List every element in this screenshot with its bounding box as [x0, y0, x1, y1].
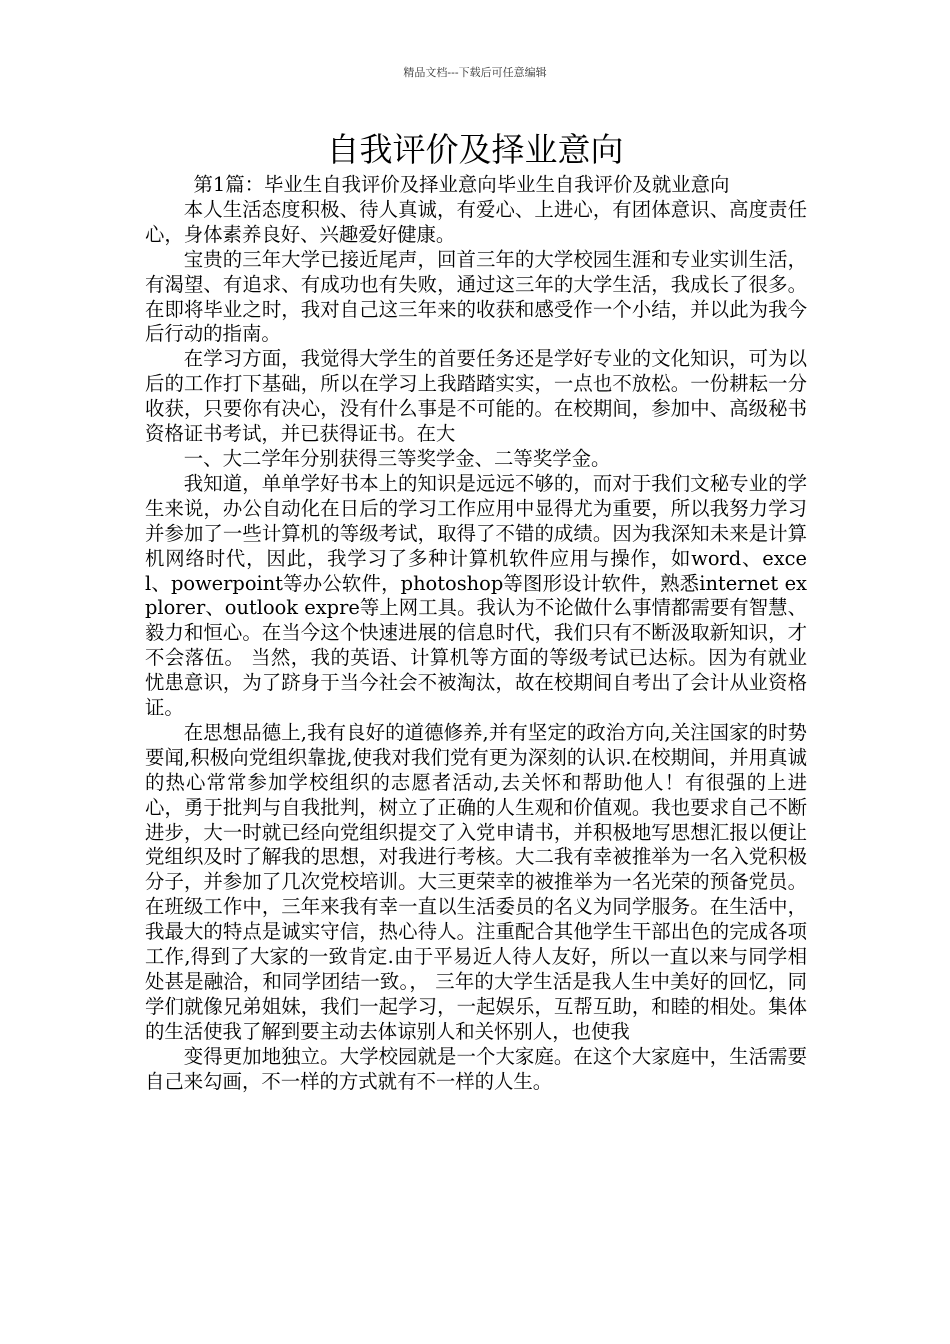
document-title: 自我评价及择业意向 [326, 130, 624, 169]
article-subtitle: 第1篇：毕业生自我评价及择业意向毕业生自我评价及就业意向 [193, 173, 730, 196]
paragraph-independence: 变得更加地独立。大学校园就是一个大家庭。在这个大家庭中，生活需要自己来勾画，不一样的方式就有不一样的人生。 [145, 1044, 807, 1093]
paragraph-scholarship: 一、大二学年分别获得三等奖学金、二等奖学金。 [183, 446, 611, 470]
paragraph-study: 在学习方面，我觉得大学生的首要任务还是学好专业的文化知识，可为以后的工作打下基础，所以在学习上我踏踏实实，一点也不放松。一份耕耘一分收获，只要你有决心，没有什么事是不可能的。在校期间，参加中、高级秘书资格证书考试，并已获得证书。在大 [145, 347, 807, 446]
document-body [145, 173, 807, 1095]
paragraph-three-years: 宝贵的三年大学已接近尾声，回首三年的大学校园生涯和专业实训生活，有渴望、有追求、有成功也有失败，通过这三年的大学生活，我成长了很多。在即将毕业之时，我对自己这三年来的收获和感受作一个小结，并以此为我今后行动的指南。 [145, 247, 807, 346]
paragraph-morality: 在思想品德上,我有良好的道德修养,并有坚定的政治方向,关注国家的时势要闻,积极向党组织靠拢,使我对我们党有更为深刻的认识.在校期间，并用真诚的热心常常参加学校组织的志愿者活动,去关怀和帮助他人！有很强的上进心，勇于批判与自我批判，树立了正确的人生观和价值观。我也要求自己不断进步，大一时就已经向党组织提交了入党申请书，并积极地写思想汇报以便让党组织及时了解我的思想，对我进行考核。大二我有幸被推举为一名入党积极分子，并参加了几次党校培训。大三更荣幸的被推举为一名光荣的预备党员。 在班级工作中，三年来我有幸一直以生活委员的名义为同学服务。在生活中，我最大的特点是诚实守信，热心待人。注重配合其他学生干部出色的完成各项工作,得到了大家的一致肯定.由于平易近人待人友好，所以一直以来与同学相处甚是融洽，和同学团结一致。， 三年的大学生活是我人生中美好的回忆，同学们就像兄弟姐妹，我们一起学习，一起娱乐，互帮互助，和睦的相处。集体的生活使我了解到要主动去体谅别人和关怀别人，也使我 [145, 720, 807, 1043]
header-note: 精品文档---下载后可任意编辑 [403, 66, 547, 79]
paragraph-computer-skills: 我知道，单单学好书本上的知识是远远不够的，而对于我们文秘专业的学生来说，办公自动化在日后的学习工作应用中显得尤为重要，所以我努力学习并参加了一些计算机的等级考试，取得了不错的成绩。因为我深知未来是计算机网络时代，因此，我学习了多种计算机软件应用与操作，如word、excel、powerpoint等办公软件，photoshop等图形设计软件，熟悉internet explorer、outlook expre等上网工具。我认为不论做什么事情都需要有智慧、毅力和恒心。在当今这个快速进展的信息时代，我们只有不断汲取新知识，才不会落伍。 当然，我的英语、计算机等方面的等级考试已达标。因为有就业忧患意识，为了跻身于当今社会不被淘汰，故在校期间自考出了会计从业资格证。 [145, 471, 807, 720]
paragraph-attitude: 本人生活态度积极、待人真诚，有爱心、上进心，有团体意识、高度责任心，身体素养良好、兴趣爱好健康。 [145, 197, 807, 246]
